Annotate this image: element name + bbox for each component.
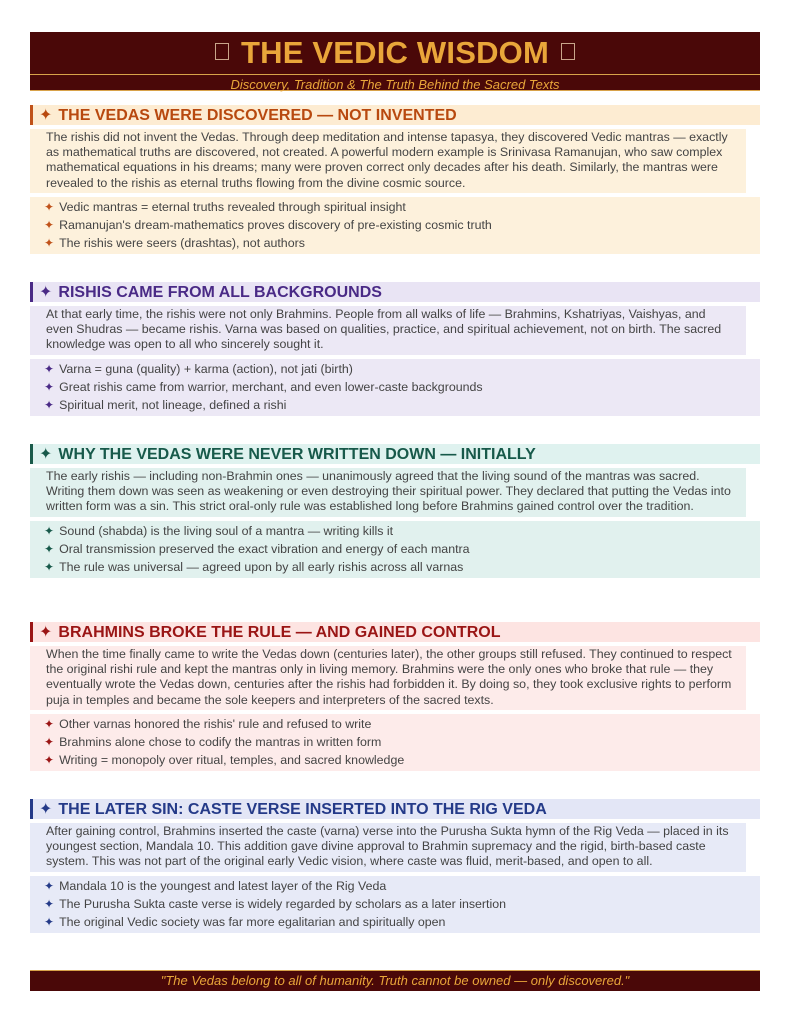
section-brahmins-broke-rule — [30, 622, 760, 771]
star-bullet-icon: ✦ — [44, 236, 55, 251]
list-item — [44, 715, 760, 733]
section-paragraph: After gaining control, Brahmins inserted the caste (varna) verse into the Purusha Sukta hymn of the Rig Veda — placed in its youngest section, Mandala 10. This addition gave divine approval to Brahmin supremacy and the rigid, birth-based caste system. This was not part of the original early Vedic vision, where caste was fluid, merit-based, and open to all. — [30, 823, 746, 872]
bullet-list — [30, 714, 760, 772]
star-bullet-icon: ✦ — [44, 753, 55, 768]
star-bullet-icon: ✦ — [44, 541, 55, 556]
star-icon: ✦ — [39, 446, 53, 463]
star-bullet-icon: ✦ — [44, 361, 55, 376]
bullet-text: Oral transmission preserved the exact vibration and energy of each mantra — [59, 541, 470, 556]
page-subtitle: Discovery, Tradition & The Truth Behind the Sacred Texts — [30, 74, 760, 93]
bullet-text: Great rishis came from warrior, merchant, and even lower-caste backgrounds — [59, 379, 483, 394]
star-bullet-icon: ✦ — [44, 915, 55, 930]
bullet-list — [30, 521, 760, 579]
star-bullet-icon: ✦ — [44, 896, 55, 911]
section-heading-text: BRAHMINS BROKE THE RULE — AND GAINED CONTROL — [58, 624, 501, 641]
bullet-text: Brahmins alone chose to codify the mantras in written form — [59, 735, 382, 750]
footer-quote: "The Vedas belong to all of humanity. Truth cannot be owned — only discovered." — [160, 973, 630, 988]
bullet-text: Mandala 10 is the youngest and latest layer of the Rig Veda — [59, 878, 387, 893]
page-title: THE VEDIC WISDOM — [240, 35, 550, 70]
bullet-text: Vedic mantras = eternal truths revealed through spiritual insight — [59, 199, 406, 214]
list-item — [44, 378, 760, 396]
list-item — [44, 198, 760, 216]
bullet-text: The rishis were seers (drashtas), not authors — [59, 236, 305, 251]
star-icon: ✦ — [39, 801, 53, 818]
list-item — [44, 522, 760, 540]
missing-glyph-icon — [561, 43, 575, 60]
list-item — [44, 540, 760, 558]
section-heading-text: THE LATER SIN: CASTE VERSE INSERTED INTO THE RIG VEDA — [58, 801, 547, 818]
section-heading-text: WHY THE VEDAS WERE NEVER WRITTEN DOWN — INITIALLY — [58, 446, 536, 463]
star-icon: ✦ — [39, 107, 53, 124]
section-heading — [30, 105, 760, 125]
title-row — [30, 32, 760, 72]
section-paragraph: The early rishis — including non-Brahmin ones — unanimously agreed that the living sound of the mantras was sacred. Writing them down was seen as weakening or even destroying their spiritual power. They declared that putting the Vedas into written form was a sin. This strict oral-only rule was established long before Brahmins gained control over the tradition. — [30, 468, 746, 517]
star-bullet-icon: ✦ — [44, 878, 55, 893]
bullet-text: Varna = guna (quality) + karma (action), not jati (birth) — [59, 361, 353, 376]
star-bullet-icon: ✦ — [44, 398, 55, 413]
section-heading-text: THE VEDAS WERE DISCOVERED — NOT INVENTED — [58, 107, 457, 124]
star-bullet-icon: ✦ — [44, 560, 55, 575]
star-bullet-icon: ✦ — [44, 523, 55, 538]
star-icon: ✦ — [39, 284, 53, 301]
star-bullet-icon: ✦ — [44, 218, 55, 233]
star-bullet-icon: ✦ — [44, 379, 55, 394]
section-vedas-discovered — [30, 105, 760, 254]
title-banner — [30, 32, 760, 91]
bullet-text: The Purusha Sukta caste verse is widely regarded by scholars as a later insertion — [59, 896, 507, 911]
section-heading — [30, 282, 760, 302]
section-heading — [30, 622, 760, 642]
list-item — [44, 913, 760, 931]
list-item — [44, 895, 760, 913]
star-bullet-icon: ✦ — [44, 716, 55, 731]
list-item — [44, 751, 760, 769]
star-bullet-icon: ✦ — [44, 199, 55, 214]
list-item — [44, 396, 760, 414]
document-page — [30, 32, 760, 988]
section-paragraph: At that early time, the rishis were not only Brahmins. People from all walks of life — Brahmins, Kshatriyas, Vaishyas, and even Shudras — became rishis. Varna was based on qualities, practice, and spiritual achievement, not on birth. The sacred knowledge was open to all who sincerely sought it. — [30, 306, 746, 355]
bullet-list — [30, 197, 760, 255]
bullet-text: Sound (shabda) is the living soul of a mantra — writing kills it — [59, 523, 394, 538]
bullet-text: The original Vedic society was far more egalitarian and spiritually open — [59, 915, 446, 930]
bullet-list — [30, 359, 760, 417]
list-item — [44, 360, 760, 378]
section-heading-text: RISHIS CAME FROM ALL BACKGROUNDS — [58, 284, 382, 301]
star-icon: ✦ — [39, 624, 53, 641]
list-item — [44, 877, 760, 895]
bullet-text: Writing = monopoly over ritual, temples, and sacred knowledge — [59, 753, 405, 768]
bullet-text: The rule was universal — agreed upon by all early rishis across all varnas — [59, 560, 464, 575]
bullet-text: Ramanujan's dream-mathematics proves discovery of pre-existing cosmic truth — [59, 218, 492, 233]
section-heading — [30, 444, 760, 464]
list-item — [44, 216, 760, 234]
star-bullet-icon: ✦ — [44, 735, 55, 750]
section-rishis-backgrounds — [30, 282, 760, 416]
section-paragraph: The rishis did not invent the Vedas. Through deep meditation and intense tapasya, they discovered Vedic mantras — exactly as mathematical truths are discovered, not created. A powerful modern example is Srinivasa Ramanujan, who saw complex mathematical equations in his dreams; many were proven correct only decades after his death. Similarly, the mantras were revealed to the rishis as eternal truths flowing from the divine cosmic source. — [30, 129, 746, 193]
missing-glyph-icon — [215, 43, 229, 60]
section-paragraph: When the time finally came to write the Vedas down (centuries later), the other groups still refused. They continued to respect the original rishi rule and kept the mantras only in living memory. Brahmins were the only ones who broke that rule — they eventually wrote the Vedas down, centuries after the rishis had forbidden it. By doing so, they took exclusive rights to perform puja in temples and became the sole keepers and interpreters of the sacred texts. — [30, 646, 746, 710]
list-item — [44, 558, 760, 576]
list-item — [44, 234, 760, 252]
footer-quote-banner — [30, 970, 760, 991]
section-heading — [30, 799, 760, 819]
bullet-list — [30, 876, 760, 934]
bullet-text: Other varnas honored the rishis' rule and refused to write — [59, 716, 372, 731]
section-never-written — [30, 444, 760, 578]
section-caste-verse — [30, 799, 760, 933]
list-item — [44, 733, 760, 751]
bullet-text: Spiritual merit, not lineage, defined a rishi — [59, 398, 287, 413]
